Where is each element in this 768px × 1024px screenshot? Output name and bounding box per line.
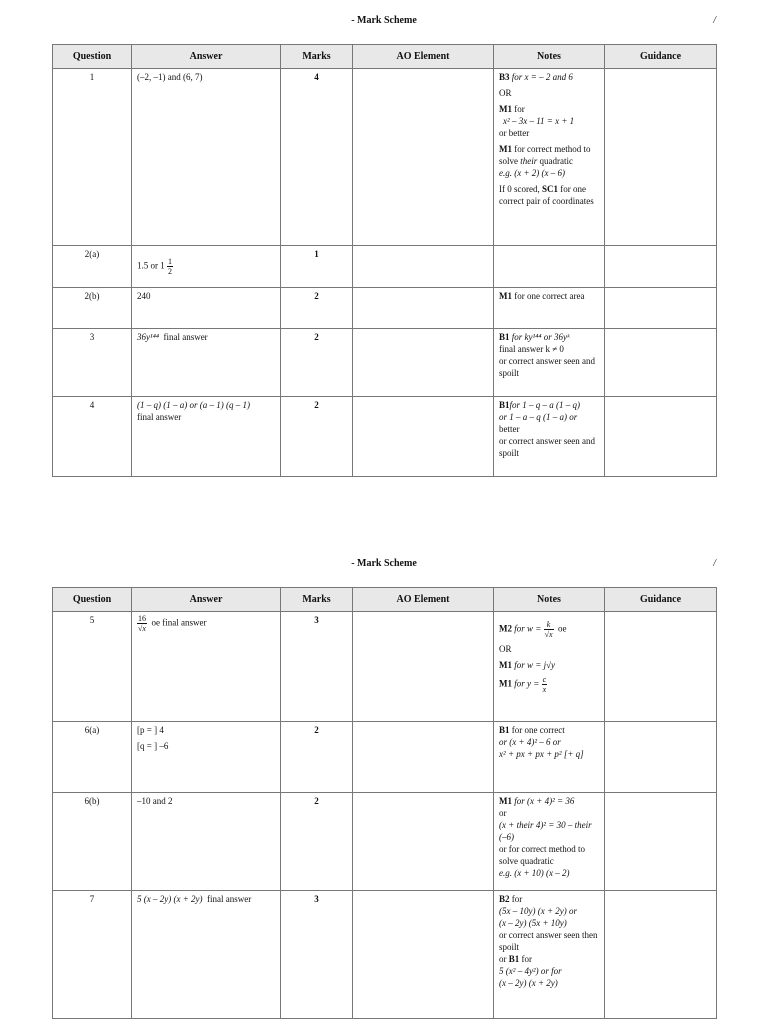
note-text: for [519,954,533,964]
answer-fraction [137,614,147,633]
mark-code: B1 [499,725,510,735]
mark-code: M2 [499,623,512,634]
note-text: for [509,894,523,904]
fraction-denominator: 2 [168,267,172,276]
col-header-guidance: Guidance [605,588,717,612]
col-header-guidance: Guidance [605,45,717,69]
ao-element-cell [353,793,494,891]
question-number: 2(a) [53,246,132,288]
marks-cell: 2 [281,288,353,329]
mark-code: M1 [499,660,512,670]
table-header-row [53,45,717,69]
answer-expression: (1 – q) (1 – a) or (a – 1) (q – 1) [137,400,250,410]
table-header-row [53,588,717,612]
guidance-cell [605,69,717,246]
fraction-numerator: 1 [168,257,172,266]
notes-cell [494,612,605,722]
page-header [0,558,768,572]
notes-cell [494,246,605,288]
question-number: 5 [53,612,132,722]
mark-code: B3 [499,72,510,82]
notes-cell [494,722,605,793]
note-text: or [499,954,509,964]
guidance-cell [605,722,717,793]
note-text: quadratic [537,156,573,166]
question-number: 1 [53,69,132,246]
note-text: OR [499,88,512,98]
mark-code: B1 [499,332,510,342]
answer-text: [p = ] 4 [137,725,164,735]
fraction-numerator: k [544,620,554,630]
answer-cell: (–2, –1) and (6, 7) [132,69,281,246]
marks-cell: 2 [281,793,353,891]
guidance-cell [605,612,717,722]
guidance-cell [605,793,717,891]
note-text: for correct method to solve [499,144,591,166]
note-text: (x + their 4)² = 30 – their (–6) [499,820,592,842]
answer-cell [132,722,281,793]
table-row [53,612,717,722]
answer-cell [132,612,281,722]
answer-expression: 5 (x – 2y) (x + 2y) [137,894,203,904]
ao-element-cell [353,612,494,722]
col-header-notes: Notes [494,45,605,69]
mark-code: SC1 [541,184,558,194]
note-text: for one correct area [512,291,585,301]
note-text: e.g. (x + 10) (x – 2) [499,868,570,878]
marks-cell: 2 [281,397,353,477]
guidance-cell [605,891,717,1019]
ao-element-cell [353,397,494,477]
note-text: final answer k ≠ 0 [499,344,564,354]
marks-cell: 1 [281,246,353,288]
note-fraction [542,675,548,694]
table-row [53,288,717,329]
guidance-cell [605,246,717,288]
table-row [53,722,717,793]
note-text: or correct answer seen and spoilt [499,436,595,458]
note-text: for one correct pair of coordinates [499,184,594,206]
answer-cell: –10 and 2 [132,793,281,891]
fraction-denominator: x [542,685,547,694]
note-text: for x = – 2 and 6 [509,72,573,82]
guidance-cell [605,397,717,477]
fraction-numerator: c [542,675,547,684]
note-text: or correct answer seen then spoilt [499,930,598,952]
fraction-denominator: √x [138,624,146,633]
col-header-question: Question [53,45,132,69]
answer-cell [132,246,281,288]
ao-element-cell [353,288,494,329]
marks-cell: 2 [281,329,353,397]
mark-code: M1 [499,678,512,689]
question-number: 6(a) [53,722,132,793]
note-text: oe [558,623,567,634]
note-text: for [512,104,525,114]
table-row [53,69,717,246]
note-text: or better [499,128,530,138]
note-text: for w = j√y [512,660,556,670]
notes-cell [494,329,605,397]
col-header-notes: Notes [494,588,605,612]
col-header-ao-element: AO Element [353,45,494,69]
note-emphasis: their [520,156,538,166]
question-number: 6(b) [53,793,132,891]
answer-text: 1.5 or 1 [137,260,165,271]
fraction-numerator: 16 [138,614,146,623]
marks-cell: 2 [281,722,353,793]
mark-code: M1 [499,104,512,114]
note-text: x² + px + px + p² [+ q] [499,749,584,759]
note-text: If 0 scored, [499,184,542,194]
mark-code: M1 [499,796,512,806]
answer-cell [132,891,281,1019]
table-row [53,793,717,891]
answer-text: final answer [163,332,208,342]
note-text: OR [499,644,512,654]
mark-code: B1 [499,400,510,410]
answer-text: final answer [137,412,182,422]
header-title: - Mark Scheme [351,15,417,26]
col-header-marks: Marks [281,45,353,69]
note-text: for 1 – q – a (1 – q) [509,400,581,410]
note-text: for one correct [509,725,565,735]
ao-element-cell [353,891,494,1019]
question-number: 2(b) [53,288,132,329]
note-text: for y = [512,678,540,689]
marks-cell: 3 [281,612,353,722]
notes-cell [494,288,605,329]
col-header-answer: Answer [132,45,281,69]
notes-cell [494,397,605,477]
answer-cell [132,397,281,477]
mark-scheme-table [52,44,717,477]
guidance-cell [605,329,717,397]
question-number: 4 [53,397,132,477]
col-header-ao-element: AO Element [353,588,494,612]
note-fraction [544,620,554,639]
page-marker: / [713,558,716,569]
page-header [0,15,768,29]
col-header-marks: Marks [281,588,353,612]
fraction-denominator: √x [544,630,553,639]
question-number: 3 [53,329,132,397]
col-header-answer: Answer [132,588,281,612]
note-equation: e.g. (x + 2) (x – 6) [499,168,566,178]
page-marker: / [713,15,716,26]
ao-element-cell [353,722,494,793]
col-header-question: Question [53,588,132,612]
table-row [53,397,717,477]
note-text: (5x – 10y) (x + 2y) or [499,906,578,916]
note-text: or correct answer seen and spoilt [499,356,595,378]
mark-code: B1 [508,954,520,964]
note-equation: x² – 3x – 11 = x + 1 [503,116,575,126]
header-title: - Mark Scheme [351,558,417,569]
mark-code: M1 [499,144,512,154]
answer-text: oe final answer [151,617,207,628]
note-text: or 1 – a – q (1 – a) or [499,412,578,422]
answer-expression: 36y¹⁴⁴ [137,332,159,342]
mark-code: M1 [499,291,512,301]
table-row [53,246,717,288]
note-text: 5 (x² – 4y²) or for [499,966,562,976]
note-text: or (x + 4)² – 6 or [499,737,561,747]
note-text: (x – 2y) (x + 2y) [499,978,558,988]
marks-cell: 4 [281,69,353,246]
note-text: for ky¹⁴⁴ or 36yᵏ [509,332,570,342]
table-row [53,329,717,397]
note-text: (x – 2y) (5x + 10y) [499,918,567,928]
answer-cell [132,329,281,397]
answer-fraction [167,257,173,276]
mark-code: B2 [499,894,510,904]
note-text: better [499,424,520,434]
table-row [53,891,717,1019]
answer-text: [q = ] –6 [137,741,169,751]
answer-cell: 240 [132,288,281,329]
note-text: for w = [512,623,542,634]
ao-element-cell [353,329,494,397]
marks-cell: 3 [281,891,353,1019]
note-text: for (x + 4)² = 36 [512,796,575,806]
note-text: or for correct method to solve quadratic [499,844,585,866]
note-text: or [499,808,507,818]
notes-cell [494,69,605,246]
answer-text: final answer [207,894,252,904]
ao-element-cell [353,69,494,246]
mark-scheme-table [52,587,717,1019]
question-number: 7 [53,891,132,1019]
guidance-cell [605,288,717,329]
notes-cell [494,891,605,1019]
ao-element-cell [353,246,494,288]
notes-cell [494,793,605,891]
